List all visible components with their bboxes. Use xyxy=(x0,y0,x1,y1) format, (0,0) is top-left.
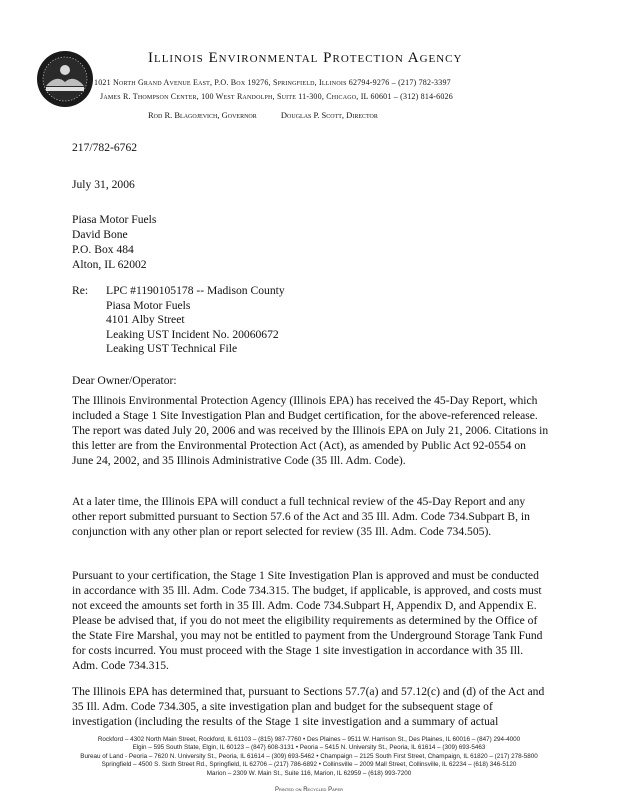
agency-name: Illinois Environmental Protection Agency xyxy=(148,50,463,66)
footer-line: Elgin – 595 South State, Elgin, IL 60123 – (847) 608-3131 • Peoria – 5415 N. University St., Peoria, IL 61614 – (309) 693-5463 xyxy=(132,744,486,752)
recycled-paper-note: Printed on Recycled Paper xyxy=(274,787,343,793)
re-line: Leaking UST Incident No. 20060672 xyxy=(106,327,279,341)
re-line: Leaking UST Technical File xyxy=(106,342,238,355)
paragraph-determination: The Illinois EPA has determined that, pursuant to Sections 57.7(a) and 57.12(c) and (d) of the Act and 35 Ill. Adm. Code 734.305, a site investigation plan and budget for the subsequent stage of investigation (including the results of the Stage 1 site investigation and a summary of actual xyxy=(72,685,545,728)
director-name: Douglas P. Scott, Director xyxy=(280,110,378,120)
letterhead-officials xyxy=(148,110,378,120)
footer-regional-offices xyxy=(14,736,604,778)
recipient-line: Piasa Motor Fuels xyxy=(72,213,157,226)
governor-name: Rod R. Blagojevich, Governor xyxy=(148,110,257,120)
re-label: Re: xyxy=(72,284,89,297)
recipient-line: P.O. Box 484 xyxy=(72,243,134,256)
footer-line: Springfield – 4500 S. Sixth Street Rd., Springfield, IL 62706 – (217) 786-6892 • Collinsville – 2009 Mall Street, Collinsville, IL 62234 – (618) 346-5120 xyxy=(101,761,517,769)
re-block xyxy=(106,284,285,357)
letterhead-address-chicago: James R. Thompson Center, 100 West Randolph, Suite 11-300, Chicago, IL 60601 – (312) 814-6026 xyxy=(100,92,453,101)
paragraph-technical-review: At a later time, the Illinois EPA will conduct a full technical review of the 45-Day Report and any other report submitted pursuant to Section 57.6 of the Act and 35 Ill. Adm. Code 734.Subpart B, in conjunction with any other plan or report selected for review (35 Ill. Adm. Code 734.505). xyxy=(72,495,530,538)
salutation: Dear Owner/Operator: xyxy=(72,374,177,387)
re-line: LPC #1190105178 -- Madison County xyxy=(106,284,285,297)
re-line: 4101 Alby Street xyxy=(106,313,185,326)
paragraph-plan-approval: Pursuant to your certification, the Stage 1 Site Investigation Plan is approved and must be conducted in accordance with 35 Ill. Adm. Code 734.315. The budget, if applicable, is approved, and costs must not exceed the amounts set forth in 35 Ill. Adm. Code 734.Subpart H, Appendix D, and Appendix E. Please be advised that, if you do not meet the eligibility requirements as determined by the Office of the State Fire Marshal, you may not be entitled to payment from the Underground Storage Tank Fund for costs incurred. You must proceed with the Stage 1 site investigation in accordance with 35 Ill. Adm. Code 734.315. xyxy=(72,569,543,672)
recipient-address xyxy=(72,212,156,272)
letter-date: July 31, 2006 xyxy=(72,178,135,191)
paragraph-report-received: The Illinois Environmental Protection Agency (Illinois EPA) has received the 45-Day Report, which included a Stage 1 Site Investigation Plan and Budget certification, for the above-referenced release. The report was dated July 20, 2006 and was received by the Illinois EPA on July 21, 2006. Citations in this letter are from the Environmental Protection Act (Act), as amended by Public Act 92-0554 on June 24, 2002, and 35 Illinois Administrative Code (35 Ill. Adm. Code). xyxy=(72,394,549,467)
letterhead-address-springfield: 1021 North Grand Avenue East, P.O. Box 19276, Springfield, Illinois 62794-9276 – (217) 782-3397 xyxy=(94,78,451,87)
recipient-line: Alton, IL 62002 xyxy=(72,258,147,271)
agency-seal-logo xyxy=(36,50,94,108)
re-line: Piasa Motor Fuels xyxy=(106,298,191,312)
recipient-line: David Bone xyxy=(72,228,128,241)
reference-phone: 217/782-6762 xyxy=(72,141,138,154)
footer-line: Rockford – 4302 North Main Street, Rockford, IL 61103 – (815) 987-7760 • Des Plaines – 9511 W. Harrison St., Des Plaines, IL 60016 – (847) 294-4000 xyxy=(97,736,521,743)
footer-line: Marion – 2309 W. Main St., Suite 116, Marion, IL 62959 – (618) 993-7200 xyxy=(206,769,412,777)
footer-line: Bureau of Land - Peoria – 7620 N. University St., Peoria, IL 61614 – (309) 693-5462 • Champaign – 2125 South First Street, Champaign, IL 61820 – (217) 278-5800 xyxy=(80,752,538,760)
